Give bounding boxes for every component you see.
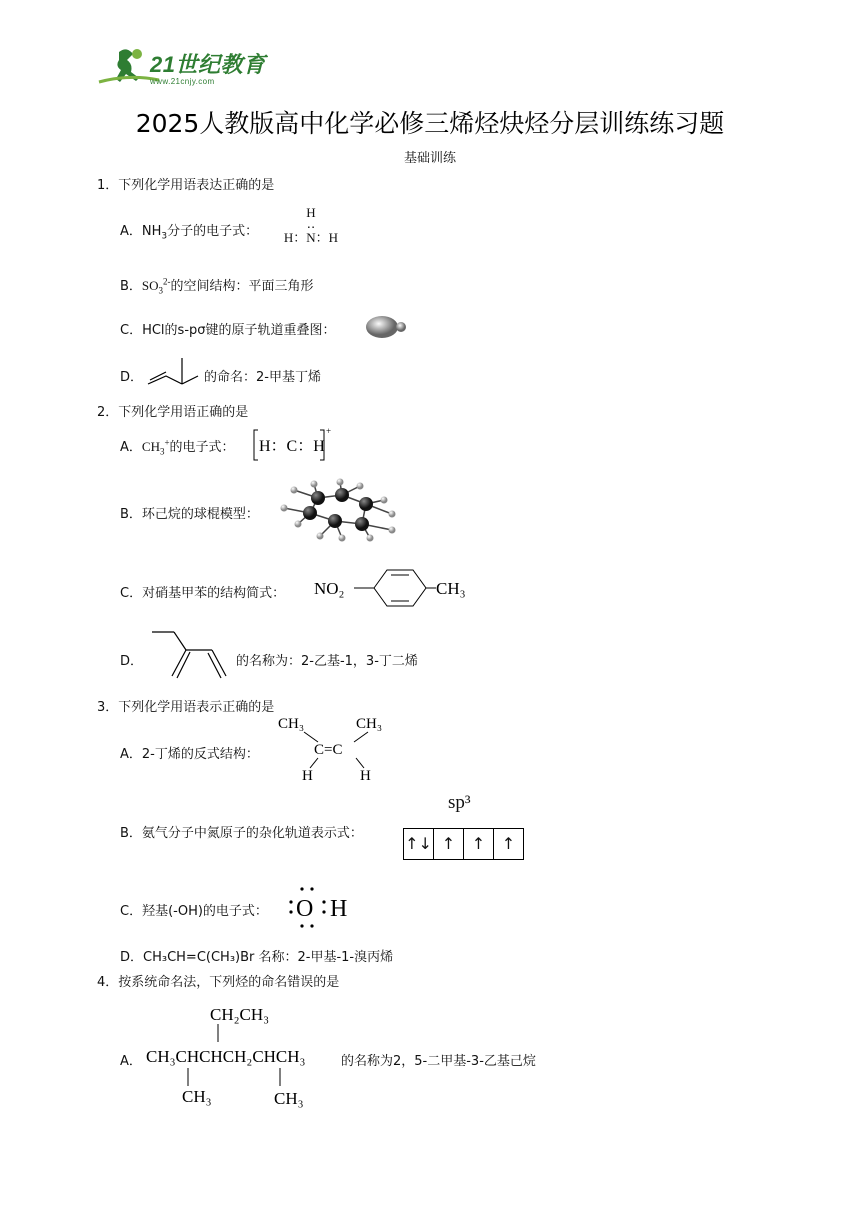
option-text: 环己烷的球棍模型： <box>141 507 259 522</box>
option-label: C． <box>120 323 143 338</box>
orbital-box-diagram <box>403 828 524 860</box>
option-text: 对硝基甲苯的结构简式： <box>142 586 286 601</box>
alkane-condensed-structure <box>144 1000 340 1108</box>
q4-option-a-text: 的名称为2，5-二甲基-3-乙基己烷 <box>341 1054 536 1069</box>
q2-option-a[interactable] <box>120 436 235 457</box>
q3-option-a[interactable] <box>120 743 259 762</box>
question-1-stem: 1．下列化学用语表达正确的是 <box>97 178 275 193</box>
q1-option-d-text: 的命名：2-甲基丁烯 <box>204 370 321 385</box>
double-bond-label: C=C <box>314 742 343 758</box>
question-4-stem: 4．按系统命名法，下列烃的命名错误的是 <box>97 975 340 990</box>
q2-option-d[interactable] <box>120 650 143 669</box>
formula-subscript: 3 <box>158 285 164 296</box>
main-chain-label: CH₃CHCHCH₂CHCH₃ <box>146 1047 306 1066</box>
option-label: D． <box>120 950 144 965</box>
q3-option-b[interactable] <box>120 822 363 841</box>
hydroxyl-electron-formula <box>284 884 358 930</box>
nh3-electron-formula <box>276 205 346 246</box>
option-text: 分子的电子式： <box>167 224 259 239</box>
nh3-row: H：N：H <box>283 230 339 245</box>
trans-2-butene-structure <box>274 712 390 784</box>
q1-option-d[interactable] <box>120 366 143 385</box>
formula-subscript: 3 <box>161 231 168 242</box>
orbital-box: ↑↓ <box>404 829 434 859</box>
question-2-stem: 2．下列化学用语正确的是 <box>97 405 249 420</box>
formula-superscript: 2- <box>163 276 171 287</box>
option-label: B． <box>120 279 142 294</box>
orbital-overlap-icon <box>364 313 410 341</box>
formula-subscript: 3 <box>159 446 165 457</box>
formula: SO <box>141 278 159 293</box>
section-heading: 基础训练 <box>403 151 456 166</box>
q3-option-d[interactable] <box>120 946 393 965</box>
ethyl-branch-label: CH₂CH₃ <box>210 1005 270 1024</box>
hydrogen-label-left: H <box>302 768 313 784</box>
q2-option-b[interactable] <box>120 503 259 522</box>
q3-option-c[interactable] <box>120 900 268 919</box>
ch3-cation-electron-formula <box>250 424 336 464</box>
option-label: D． <box>120 370 144 385</box>
nh3-top-h: H <box>306 205 316 220</box>
option-text: 2-丁烯的反式结构： <box>141 747 259 762</box>
methyl-branch-right: CH₃ <box>274 1089 304 1108</box>
hydrogen-label-right: H <box>360 768 371 784</box>
skeletal-structure-2-methylbutene <box>146 354 202 388</box>
orbital-label: sp³ <box>448 792 471 813</box>
q1-option-c[interactable] <box>120 319 336 338</box>
logo-text: 21世纪教育 <box>150 52 266 77</box>
q4-option-a[interactable] <box>120 1050 142 1069</box>
option-label: B． <box>120 826 142 841</box>
q1-option-a[interactable] <box>120 220 258 242</box>
charge-label: + <box>326 426 332 436</box>
option-label: B． <box>120 507 142 522</box>
option-text: 氨气分子中氮原子的杂化轨道表示式： <box>141 826 363 841</box>
option-label: C． <box>120 586 143 601</box>
p-nitrotoluene-structure <box>312 566 474 610</box>
methyl-group-label: CH₃ <box>436 579 466 598</box>
nh3-lone-pair: ‥ <box>306 216 316 231</box>
cyclohexane-ball-stick-model <box>280 478 404 546</box>
orbital-box: ↑ <box>501 834 516 853</box>
option-text: 羟基(-OH)的电子式： <box>142 904 268 919</box>
nitro-group-label: NO₂ <box>314 579 345 598</box>
option-label: A． <box>120 1054 142 1069</box>
option-text: HCl的s-pσ键的原子轨道重叠图： <box>142 323 336 338</box>
skeletal-structure-2-ethylbutadiene <box>146 628 234 682</box>
formula: CH <box>141 439 160 454</box>
page-title: 2025人教版高中化学必修三烯烃炔烃分层训练练习题 <box>135 109 725 138</box>
formula-superscript: + <box>164 437 170 448</box>
option-text: CH₃CH=C(CH₃)Br 名称：2-甲基-1-溴丙烯 <box>143 950 394 965</box>
logo-url: www.21cnjy.com <box>150 77 215 86</box>
option-label: A． <box>120 440 142 455</box>
ch3-plus-content: H：C：H <box>259 438 325 455</box>
option-label: D． <box>120 654 144 669</box>
orbital-box: ↑ <box>464 829 494 859</box>
q2-option-d-text: 的名称为：2-乙基-1，3-丁二烯 <box>236 654 418 669</box>
oxygen-label: O <box>296 896 314 922</box>
q2-option-c[interactable] <box>120 582 285 601</box>
option-text: 的空间结构：平面三角形 <box>170 279 314 294</box>
option-label: C． <box>120 904 143 919</box>
orbital-box: ↑ <box>434 829 464 859</box>
option-text: 的电子式： <box>169 440 235 455</box>
methyl-branch-left: CH₃ <box>182 1087 212 1106</box>
methyl-label-right: CH₃ <box>356 716 383 732</box>
methyl-label-left: CH₃ <box>278 716 305 732</box>
option-label: A． <box>120 747 142 762</box>
question-3-stem: 3．下列化学用语表示正确的是 <box>97 700 275 715</box>
q1-option-b[interactable] <box>120 275 314 296</box>
option-label: A． <box>120 224 142 239</box>
formula: NH <box>141 224 162 239</box>
hydrogen-label: H <box>330 896 348 922</box>
